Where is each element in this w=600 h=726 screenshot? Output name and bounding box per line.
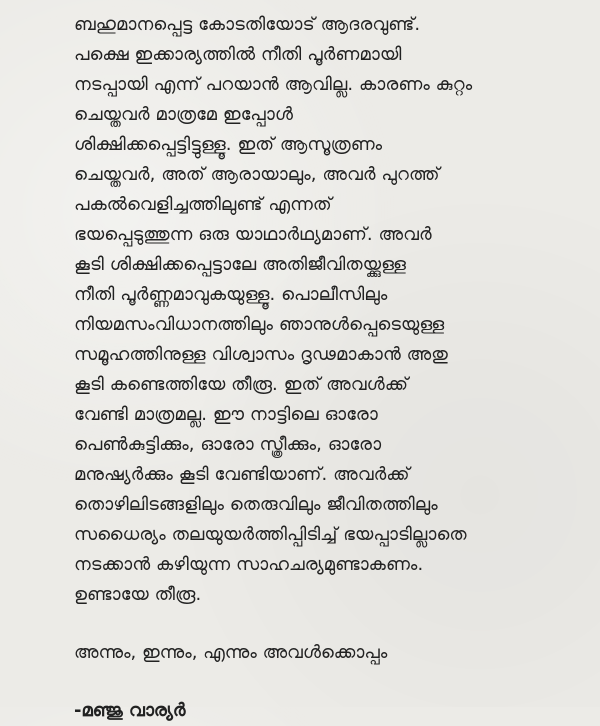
- text-line: ഭയപ്പെടുത്തുന്ന ഒരു യാഥാർഥ്യമാണ്. അവർ: [74, 224, 432, 245]
- text-line: ബഹുമാനപ്പെട്ട കോടതിയോട് ആദരവുണ്ട്.: [74, 14, 421, 35]
- text-line: സധൈര്യം തലയുയർത്തിപ്പിടിച്ച് ഭയപ്പാടില്ലാതെ: [74, 524, 467, 545]
- signature: -മഞ്ജു വാര്യർ: [74, 700, 186, 721]
- statement-note: [74, 10, 584, 726]
- text-line: നടപ്പായി എന്ന് പറയാൻ ആവില്ല. കാരണം കുറ്റം: [74, 74, 473, 95]
- text-line: തൊഴിലിടങ്ങളിലും തെരുവിലും ജീവിതത്തിലും: [74, 494, 438, 515]
- text-line: പെൺകുട്ടിക്കും, ഓരോ സ്ത്രീക്കും, ഓരോ: [74, 434, 382, 455]
- text-line: കൂടി കണ്ടെത്തിയേ തീരൂ. ഇത് അവൾക്ക്: [74, 374, 409, 395]
- text-line: ഉണ്ടായേ തീരൂ.: [74, 584, 202, 605]
- closing-line: അന്നും, ഇന്നും, എന്നും അവൾക്കൊപ്പം: [74, 642, 388, 663]
- text-line: പക്ഷെ ഇക്കാര്യത്തിൽ നീതി പൂർണമായി: [74, 44, 402, 65]
- text-line: വേണ്ടി മാത്രമല്ല. ഈ നാട്ടിലെ ഓരോ: [74, 404, 378, 425]
- paragraph-spacer: [74, 610, 584, 638]
- text-line: ചെയ്തവർ, അത് ആരായാലും, അവർ പുറത്ത്: [74, 164, 440, 185]
- text-line: നീതി പൂർണ്ണമാവുകയുള്ളൂ. പൊലീസിലും: [74, 284, 388, 305]
- statement-paragraph: [74, 10, 584, 610]
- text-line: നടക്കാൻ കഴിയുന്ന സാഹചര്യമുണ്ടാകണം.: [74, 554, 424, 575]
- text-line: സമൂഹത്തിനുള്ള വിശ്വാസം ദൃഢമാകാൻ അതു: [74, 344, 448, 365]
- text-line: മനുഷ്യർക്കും കൂടി വേണ്ടിയാണ്. അവർക്ക്: [74, 464, 410, 485]
- text-line: ചെയ്തവർ മാത്രമേ ഇപ്പോൾ: [74, 104, 294, 125]
- text-line: ശിക്ഷിക്കപ്പെട്ടിട്ടുള്ളൂ. ഇത് ആസൂത്രണം: [74, 134, 383, 155]
- text-line: നിയമസംവിധാനത്തിലും ഞാനുൾപ്പെടെയുള്ള: [74, 314, 445, 335]
- text-line: പകൽവെളിച്ചത്തിലുണ്ട് എന്നത്: [74, 194, 332, 215]
- text-line: കൂടി ശിക്ഷിക്കപ്പെട്ടാലേ അതിജീവിതയ്ക്കുള്ള: [74, 254, 407, 275]
- signature-spacer: [74, 668, 584, 696]
